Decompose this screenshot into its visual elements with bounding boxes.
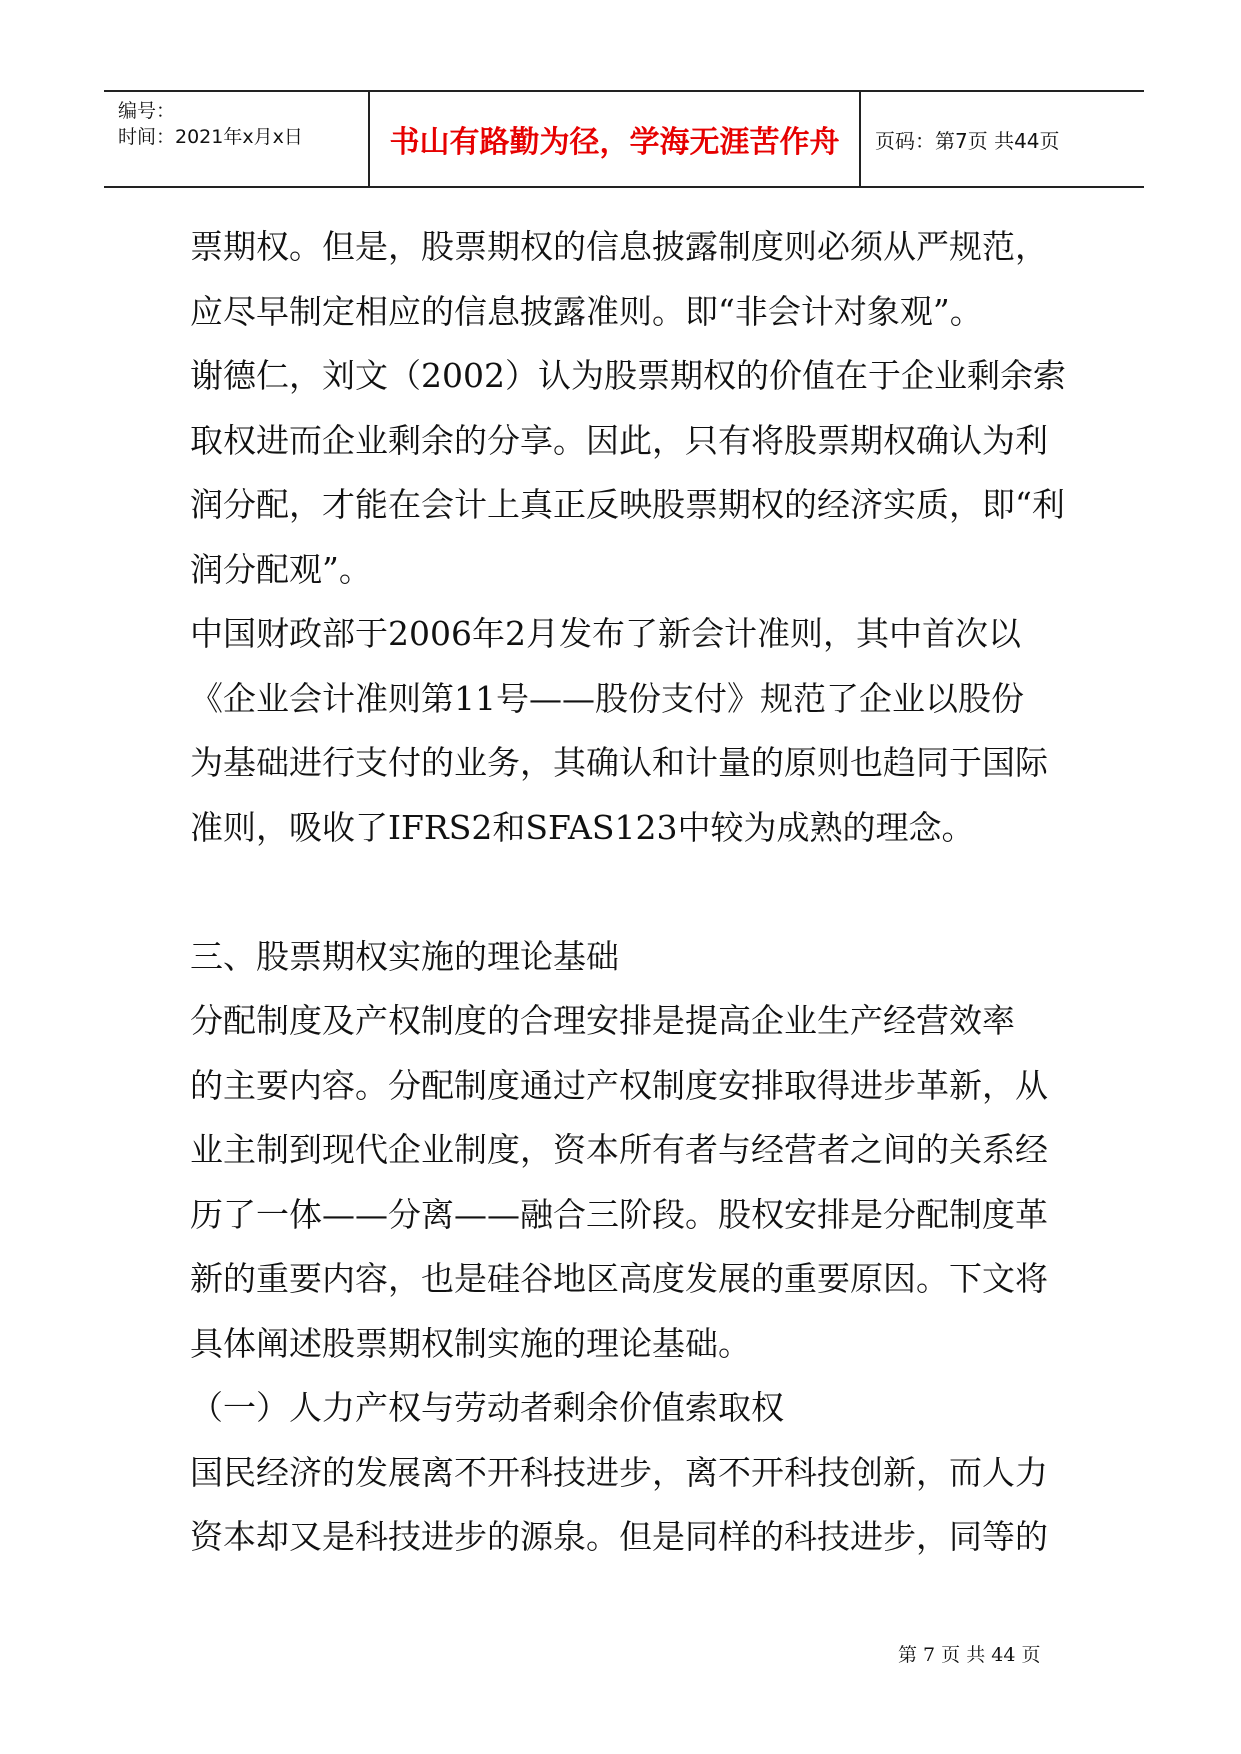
header-number-label: 编号： bbox=[118, 100, 176, 122]
header-page-info: 页码：第7页 共44页 bbox=[875, 128, 1060, 153]
body-line: 准则，吸收了IFRS2和SFAS123中较为成熟的理念。 bbox=[190, 807, 975, 847]
body-line: 润分配，才能在会计上真正反映股票期权的经济实质，即“利 bbox=[190, 485, 1065, 524]
body-line: 取权进而企业剩余的分享。因此，只有将股票期权确认为利 bbox=[190, 420, 1048, 460]
header-motto: 书山有路勤为径，学海无涯苦作舟 bbox=[389, 125, 840, 160]
blank-line bbox=[190, 860, 1090, 925]
page-footer: 第 7 页 共 44 页 bbox=[898, 1644, 1041, 1666]
body-line: 的主要内容。分配制度通过产权制度安排取得进步革新，从 bbox=[190, 1065, 1048, 1105]
subsection-heading: （一）人力产权与劳动者剩余价值索取权 bbox=[190, 1388, 784, 1427]
body-line: 资本却又是科技进步的源泉。但是同样的科技进步，同等的 bbox=[190, 1517, 1048, 1556]
body-line: 润分配观”。 bbox=[190, 549, 372, 589]
body-line: 中国财政部于2006年2月发布了新会计准则，其中首次以 bbox=[190, 614, 1021, 653]
body-line: 国民经济的发展离不开科技进步，离不开科技创新，而人力 bbox=[190, 1452, 1048, 1492]
body-line: 新的重要内容，也是硅谷地区高度发展的重要原因。下文将 bbox=[190, 1259, 1048, 1298]
body-line: 分配制度及产权制度的合理安排是提高企业生产经营效率 bbox=[190, 1001, 1015, 1040]
body-line: 谢德仁，刘文（2002）认为股票期权的价值在于企业剩余索 bbox=[190, 356, 1066, 395]
body-line: 业主制到现代企业制度，资本所有者与经营者之间的关系经 bbox=[190, 1130, 1048, 1169]
section-heading: 三、股票期权实施的理论基础 bbox=[190, 936, 619, 976]
header-meta bbox=[118, 92, 368, 186]
body-line: 《企业会计准则第11号——股份支付》规范了企业以股份 bbox=[190, 678, 1024, 718]
body-line: 历了一体——分离——融合三阶段。股权安排是分配制度革 bbox=[190, 1194, 1048, 1234]
body-line: 具体阐述股票期权制实施的理论基础。 bbox=[190, 1323, 751, 1363]
body-line: 应尽早制定相应的信息披露准则。即“非会计对象观”。 bbox=[190, 291, 983, 331]
document-body bbox=[190, 215, 1090, 1570]
page-header bbox=[104, 90, 1144, 188]
body-line: 为基础进行支付的业务，其确认和计量的原则也趋同于国际 bbox=[190, 743, 1048, 782]
header-time-label: 时间：2021年x月x日 bbox=[118, 126, 303, 148]
body-line: 票期权。但是，股票期权的信息披露制度则必须从严规范， bbox=[190, 227, 1048, 266]
